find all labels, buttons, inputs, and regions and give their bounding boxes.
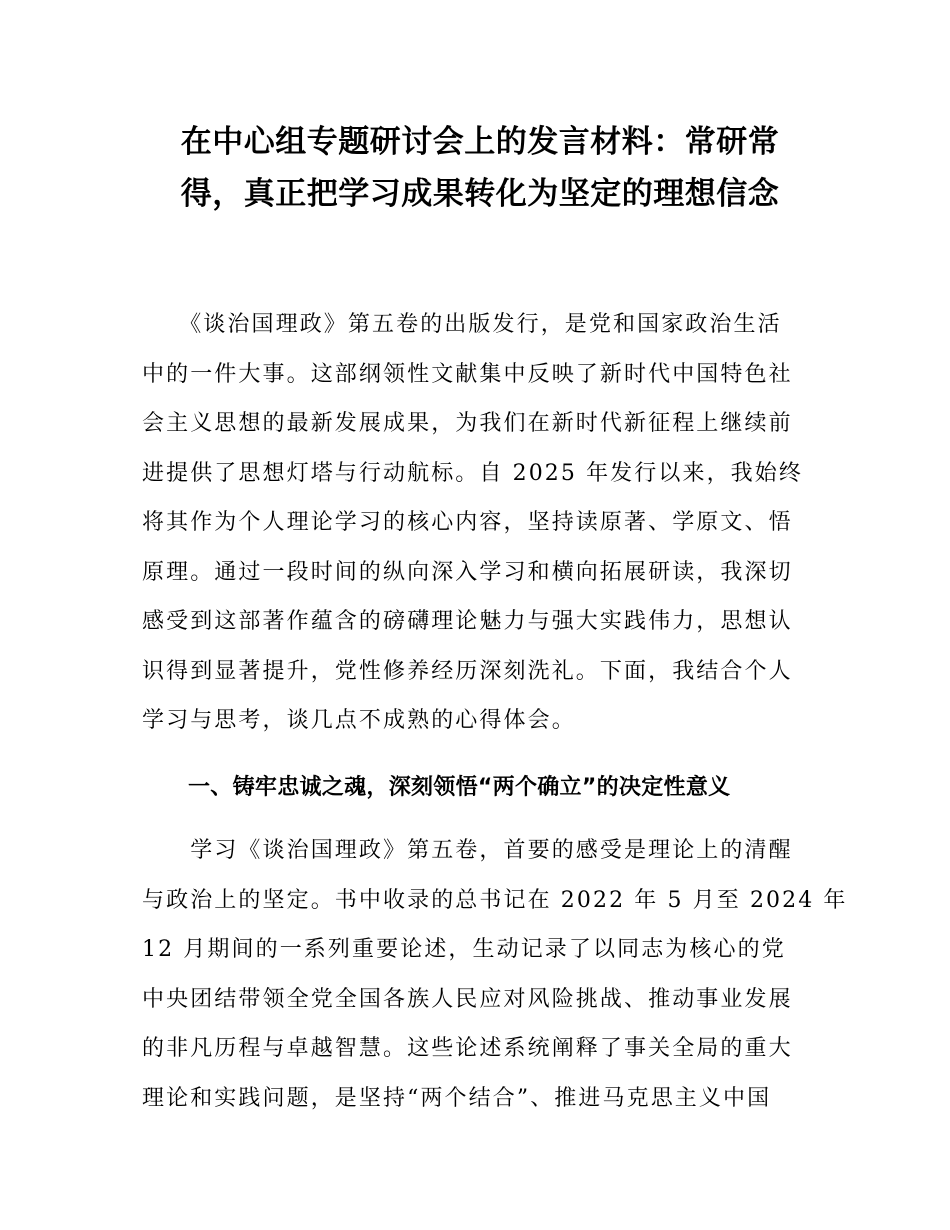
text-line: 中央团结带领全党全国各族人民应对风险挑战、推动事业发展: [142, 986, 793, 1012]
text-line: 学习与思考，谈几点不成熟的心得体会。: [142, 708, 576, 733]
paragraph-section1: [142, 826, 848, 1123]
text-line: 进提供了思想灯塔与行动航标。自 2025 年发行以来，我始终: [142, 460, 803, 486]
text-line: 的非凡历程与卓越智慧。这些论述系统阐释了事关全局的重大: [142, 1036, 793, 1061]
text-line: 中的一件大事。这部纲领性文献集中反映了新时代中国特色社: [142, 361, 793, 387]
text-line: 会主义思想的最新发展成果，为我们在新时代新征程上继续前: [142, 411, 793, 436]
text-line: 《谈治国理政》第五卷的出版发行，是党和国家政治生活: [142, 312, 782, 337]
title-line: 在中心组专题研讨会上的发言材料：常研常: [180, 124, 780, 160]
text-line: 原理。通过一段时间的纵向深入学习和横向拓展研读，我深切: [142, 559, 793, 585]
text-line: 将其作为个人理论学习的核心内容，坚持读原著、学原文、悟: [142, 510, 793, 535]
title-line: 得，真正把学习成果转化为坚定的理想信念: [180, 176, 780, 212]
document-title: [140, 116, 820, 220]
text-line: 感受到这部著作蕴含的磅礴理论魅力与强大实践伟力，思想认: [142, 609, 793, 634]
text-line: 与政治上的坚定。书中收录的总书记在 2022 年 5 月至 2024 年: [142, 887, 848, 913]
text-line: 理论和实践问题，是坚持“两个结合”、推进马克思主义中国: [142, 1085, 772, 1111]
text-line: 识得到显著提升，党性修养经历深刻洗礼。下面，我结合个人: [142, 658, 793, 684]
section-heading: 一、铸牢忠诚之魂，深刻领悟“两个确立”的决定性意义: [188, 775, 731, 800]
text-line: 学习《谈治国理政》第五卷，首要的感受是理论上的清醒: [142, 838, 793, 863]
text-line: 12 月期间的一系列重要论述，生动记录了以同志为核心的党: [142, 937, 786, 962]
paragraph-intro: [142, 300, 818, 746]
